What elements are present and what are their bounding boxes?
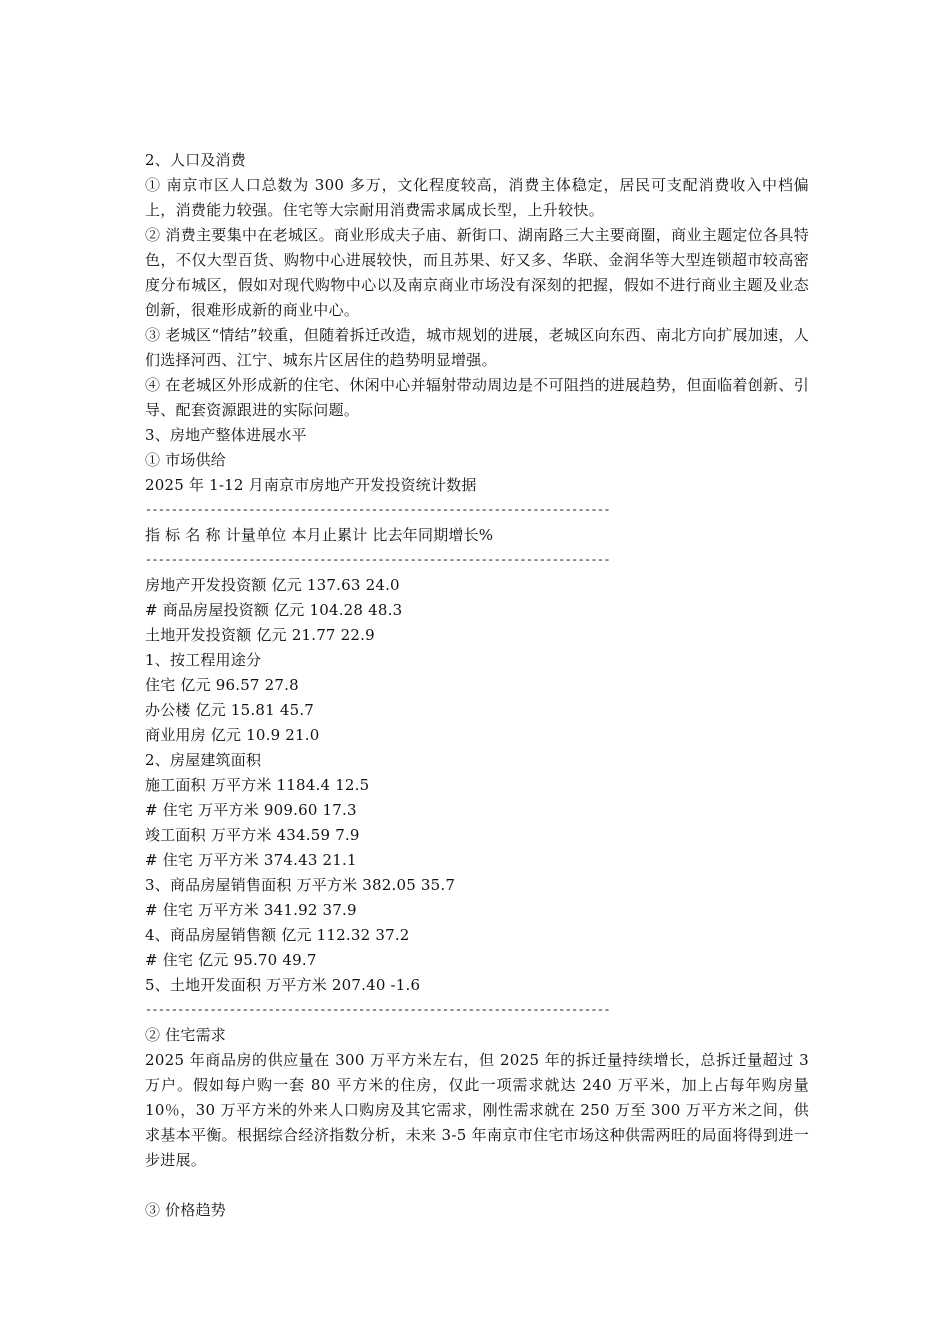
subheading-market-supply: ① 市场供给 (145, 451, 226, 469)
paragraph-new-centers: ④ 在老城区外形成新的住宅、休闲中心并辐射带动周边是不可阻挡的进展趋势，但面临着创新、引导、配套资源跟进的实际问题。 (145, 376, 809, 419)
table-row: 房地产开发投资额 亿元 137.63 24.0 (145, 576, 400, 594)
blank-line (145, 1173, 809, 1198)
paragraph-population: ① 南京市区人口总数为 300 多万，文化程度较高，消费主体稳定，居民可支配消费收入中档偏上，消费能力较强。住宅等大宗耐用消费需求属成长型，上升较快。 (145, 176, 809, 219)
table-row: 土地开发投资额 亿元 21.77 22.9 (145, 626, 375, 644)
table-row: 施工面积 万平方米 1184.4 12.5 (145, 776, 370, 794)
table-row: 3、商品房屋销售面积 万平方米 382.05 35.7 (145, 876, 456, 894)
table-row: 办公楼 亿元 15.81 45.7 (145, 701, 315, 719)
paragraph-housing-demand: 2025 年商品房的供应量在 300 万平方米左右，但 2025 年的拆迁量持续增长，总拆迁量超过 3 万户。假如每户购一套 80 平方米的住房，仅此一项需求就达 240 万平米，加上占每年购房量 10％，30 万平方米的外来人口购房及其它需求，刚性需求就在 250 万至 300 万平方米之间，供求基本平衡。根据综合经济指数分析，未来 3-5 年南京市住宅市场这种供需两旺的局面将得到进一步进展。 (145, 1051, 809, 1169)
paragraph-old-town: ③ 老城区“情结”较重，但随着拆迁改造，城市规划的进展，老城区向东西、南北方向扩展加速，人们选择河西、江宁、城东片区居住的趋势明显增强。 (145, 326, 809, 369)
table-row: # 住宅 万平方米 341.92 37.9 (145, 901, 357, 919)
table-rule-top: ------------------------------------------------------------------------ (145, 504, 610, 517)
table-row: # 住宅 万平方米 909.60 17.3 (145, 801, 357, 819)
table-rule-header: ------------------------------------------------------------------------ (145, 554, 610, 567)
table-row: # 住宅 亿元 95.70 49.7 (145, 951, 317, 969)
subheading-price-trend: ③ 价格趋势 (145, 1201, 226, 1219)
table-row: 竣工面积 万平方米 434.59 7.9 (145, 826, 360, 844)
document-page (145, 148, 809, 1223)
table-row: # 商品房屋投资额 亿元 104.28 48.3 (145, 601, 403, 619)
table-header: 指 标 名 称 计量单位 本月止累计 比去年同期增长% (145, 526, 494, 544)
table-row: # 住宅 万平方米 374.43 21.1 (145, 851, 357, 869)
table-rule-bottom: ------------------------------------------------------------------------ (145, 1004, 610, 1017)
section-heading-population: 2、人口及消费 (145, 151, 246, 169)
table-row: 2、房屋建筑面积 (145, 751, 262, 769)
paragraph-consumption: ② 消费主要集中在老城区。商业形成夫子庙、新街口、湖南路三大主要商圈，商业主题定位各具特色，不仅大型百货、购物中心进展较快，而且苏果、好又多、华联、金润华等大型连锁超市较高密度分布城区，假如对现代购物中心以及南京商业市场没有深刻的把握，假如不进行商业主题及业态创新，很难形成新的商业中心。 (145, 226, 809, 319)
table-row: 商业用房 亿元 10.9 21.0 (145, 726, 320, 744)
table-body (145, 573, 809, 998)
section-heading-realestate: 3、房地产整体进展水平 (145, 426, 307, 444)
table-row: 5、土地开发面积 万平方米 207.40 -1.6 (145, 976, 421, 994)
table-title: 2025 年 1-12 月南京市房地产开发投资统计数据 (145, 476, 477, 494)
subheading-housing-demand: ② 住宅需求 (145, 1026, 226, 1044)
table-row: 1、按工程用途分 (145, 651, 262, 669)
table-row: 住宅 亿元 96.57 27.8 (145, 676, 299, 694)
table-row: 4、商品房屋销售额 亿元 112.32 37.2 (145, 926, 410, 944)
